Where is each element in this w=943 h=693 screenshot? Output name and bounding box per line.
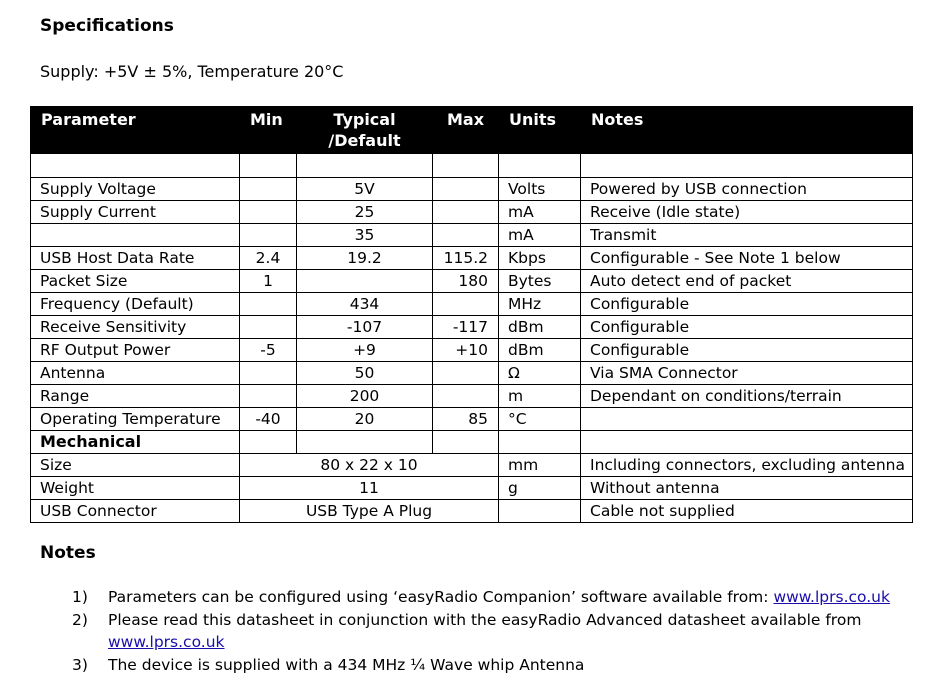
- note-number: 2): [72, 610, 88, 629]
- max-cell: 85: [433, 408, 499, 431]
- value-cell: 11: [240, 477, 499, 500]
- table-row: [31, 339, 913, 362]
- max-cell: +10: [433, 339, 499, 362]
- max-cell: -117: [433, 316, 499, 339]
- empty-cell: [433, 154, 499, 178]
- empty-cell: [581, 431, 913, 454]
- min-cell: -5: [240, 339, 297, 362]
- empty-cell: [240, 154, 297, 178]
- notes-cell: Including connectors, excluding antenna: [581, 454, 913, 477]
- units-cell: Kbps: [499, 247, 581, 270]
- min-cell: [240, 224, 297, 247]
- table-row: [31, 201, 913, 224]
- note-number: 3): [72, 655, 88, 674]
- parameter-cell: Receive Sensitivity: [31, 316, 240, 339]
- notes-heading: Notes: [40, 543, 96, 563]
- typical-cell: 19.2: [297, 247, 433, 270]
- table-row: [31, 500, 913, 523]
- min-cell: [240, 178, 297, 201]
- note-text: Please read this datasheet in conjunction with the easyRadio Advanced datasheet available from: [108, 610, 862, 629]
- notes-cell: Auto detect end of packet: [581, 270, 913, 293]
- units-cell: g: [499, 477, 581, 500]
- empty-cell: [499, 154, 581, 178]
- parameter-cell: USB Host Data Rate: [31, 247, 240, 270]
- note-item: [72, 654, 912, 677]
- units-cell: Ω: [499, 362, 581, 385]
- section-label: Mechanical: [31, 431, 240, 454]
- max-cell: [433, 224, 499, 247]
- notes-cell: Transmit: [581, 224, 913, 247]
- header-row: [31, 107, 913, 154]
- min-cell: [240, 201, 297, 224]
- max-cell: [433, 385, 499, 408]
- supply-conditions: Supply: +5V ± 5%, Temperature 20°C: [40, 62, 344, 81]
- notes-cell: Receive (Idle state): [581, 201, 913, 224]
- units-cell: °C: [499, 408, 581, 431]
- table-header: [31, 107, 913, 154]
- table-row: [31, 270, 913, 293]
- empty-cell: [499, 431, 581, 454]
- parameter-cell: Antenna: [31, 362, 240, 385]
- typical-cell: 25: [297, 201, 433, 224]
- table-row: [31, 316, 913, 339]
- units-cell: mA: [499, 201, 581, 224]
- units-cell: Volts: [499, 178, 581, 201]
- parameter-cell: Supply Voltage: [31, 178, 240, 201]
- header-notes: Notes: [581, 107, 913, 154]
- notes-list: [72, 586, 912, 676]
- typical-cell: 20: [297, 408, 433, 431]
- table-row: [31, 293, 913, 316]
- max-cell: [433, 362, 499, 385]
- empty-cell: [581, 154, 913, 178]
- notes-cell: Without antenna: [581, 477, 913, 500]
- units-cell: m: [499, 385, 581, 408]
- min-cell: [240, 362, 297, 385]
- notes-cell: [581, 408, 913, 431]
- max-cell: [433, 293, 499, 316]
- notes-cell: Configurable: [581, 316, 913, 339]
- table-body: [31, 154, 913, 523]
- blank-row: [31, 154, 913, 178]
- parameter-cell: RF Output Power: [31, 339, 240, 362]
- typical-cell: 200: [297, 385, 433, 408]
- units-cell: dBm: [499, 316, 581, 339]
- typical-cell: 50: [297, 362, 433, 385]
- parameter-cell: Size: [31, 454, 240, 477]
- section-row: [31, 431, 913, 454]
- parameter-cell: Range: [31, 385, 240, 408]
- parameter-cell: Weight: [31, 477, 240, 500]
- notes-cell: Via SMA Connector: [581, 362, 913, 385]
- min-cell: [240, 316, 297, 339]
- notes-cell: Configurable - See Note 1 below: [581, 247, 913, 270]
- notes-cell: Configurable: [581, 339, 913, 362]
- max-cell: 115.2: [433, 247, 499, 270]
- typical-cell: [297, 270, 433, 293]
- units-cell: dBm: [499, 339, 581, 362]
- table-row: [31, 247, 913, 270]
- parameter-cell: Frequency (Default): [31, 293, 240, 316]
- website-link[interactable]: www.lprs.co.uk: [108, 633, 225, 651]
- table-row: [31, 224, 913, 247]
- note-item: [72, 586, 912, 609]
- header-parameter: Parameter: [31, 107, 240, 154]
- parameter-cell: Supply Current: [31, 201, 240, 224]
- typical-cell: +9: [297, 339, 433, 362]
- page-title: Specifications: [40, 16, 174, 36]
- max-cell: [433, 201, 499, 224]
- typical-cell: 35: [297, 224, 433, 247]
- specifications-table: [30, 106, 913, 523]
- website-link[interactable]: www.lprs.co.uk: [773, 588, 890, 606]
- min-cell: 2.4: [240, 247, 297, 270]
- empty-cell: [297, 431, 433, 454]
- min-cell: -40: [240, 408, 297, 431]
- typical-cell: -107: [297, 316, 433, 339]
- note-text: Parameters can be configured using ‘easyRadio Companion’ software available from:: [108, 588, 774, 606]
- value-cell: 80 x 22 x 10: [240, 454, 499, 477]
- typical-cell: 5V: [297, 178, 433, 201]
- note-item: [72, 609, 912, 654]
- table-row: [31, 477, 913, 500]
- table-row: [31, 362, 913, 385]
- notes-cell: Dependant on conditions/terrain: [581, 385, 913, 408]
- header-min: Min: [240, 107, 297, 154]
- table-row: [31, 178, 913, 201]
- units-cell: mm: [499, 454, 581, 477]
- table-row: [31, 408, 913, 431]
- notes-cell: Cable not supplied: [581, 500, 913, 523]
- min-cell: [240, 293, 297, 316]
- header-units: Units: [499, 107, 581, 154]
- note-number: 1): [72, 588, 88, 606]
- units-cell: MHz: [499, 293, 581, 316]
- min-cell: [240, 385, 297, 408]
- header-typical: Typical /Default: [297, 107, 433, 154]
- empty-cell: [31, 154, 240, 178]
- parameter-cell: USB Connector: [31, 500, 240, 523]
- max-cell: [433, 178, 499, 201]
- parameter-cell: Packet Size: [31, 270, 240, 293]
- max-cell: 180: [433, 270, 499, 293]
- note-text: The device is supplied with a 434 MHz ¼ Wave whip Antenna: [108, 655, 585, 674]
- parameter-cell: [31, 224, 240, 247]
- empty-cell: [433, 431, 499, 454]
- min-cell: 1: [240, 270, 297, 293]
- units-cell: [499, 500, 581, 523]
- table-row: [31, 385, 913, 408]
- units-cell: Bytes: [499, 270, 581, 293]
- empty-cell: [297, 154, 433, 178]
- notes-cell: Powered by USB connection: [581, 178, 913, 201]
- value-cell: USB Type A Plug: [240, 500, 499, 523]
- parameter-cell: Operating Temperature: [31, 408, 240, 431]
- header-max: Max: [433, 107, 499, 154]
- table-row: [31, 454, 913, 477]
- units-cell: mA: [499, 224, 581, 247]
- notes-cell: Configurable: [581, 293, 913, 316]
- empty-cell: [240, 431, 297, 454]
- typical-cell: 434: [297, 293, 433, 316]
